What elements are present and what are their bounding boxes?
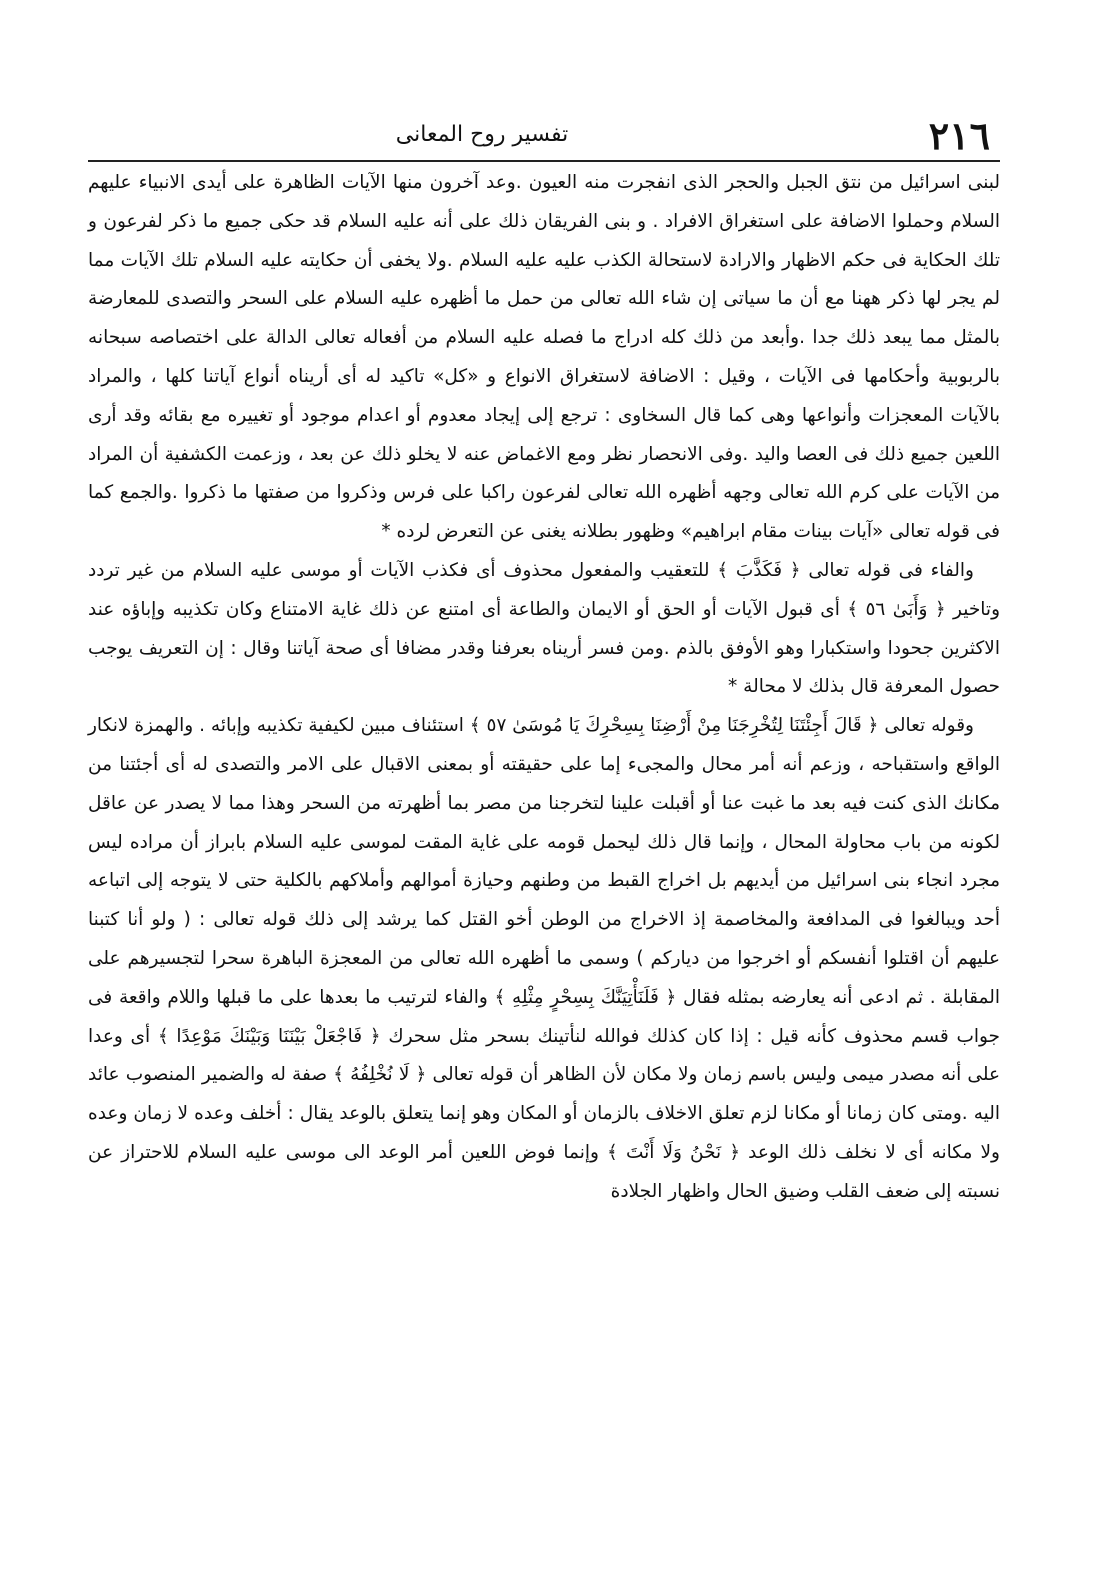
paragraph-2: والفاء فى قوله تعالى ﴿ فَكَذَّبَ ﴾ للتعقيب والمفعول محذوف أى فكذب الآيات أو موسى عليه السلام من غير تردد وتاخير ﴿ وَأَبَىٰ ٥٦ ﴾ أى قبول الآيات أو الحق أو الايمان والطاعة أى امتنع عن ذلك غاية الامتناع وكان تكذيبه وإباؤه عند الاكثرين جحودا واستكبارا وهو الأوفق بالذم .ومن فسر أريناه بعرفنا وقدر مضافا أى صحة آياتنا وقال : إن التعريف يوجب حصول المعرفة قال بذلك لا محالة * xyxy=(88,559,1000,698)
running-title: تفسير روح المعانى xyxy=(395,122,569,147)
paragraph-1: لبنى اسرائيل من نتق الجبل والحجر الذى انفجرت منه العيون .وعد آخرون منها الآيات الظاهرة على أيدى الانبياء عليهم السلام وحملوا الاضافة على استغراق الافراد . و بنى الفريقان ذلك على أنه عليه السلام قد حكى جميع ما ذكر لفرعون و تلك الحكاية فى حكم الاظهار والارادة لاستحالة الكذب عليه عليه السلام .ولا يخفى أن حكايته عليه السلام تلك الآيات مما لم يجر لها ذكر ههنا مع أن ما سياتى إن شاء الله تعالى من حمل ما أظهره عليه السلام على السحر والتصدى للمعارضة بالمثل مما يبعد ذلك جدا .وأبعد من ذلك كله ادراج ما فصله عليه السلام من أفعاله تعالى الدالة على اختصاصه سبحانه بالربوبية وأحكامها فى الآيات ، وقيل : الاضافة لاستغراق الانواع و «كل» تاكيد له أى أريناه أنواع آياتنا كلها ، والمراد بالآيات المعجزات وأنواعها وهى كما قال السخاوى : ترجع إلى إيجاد معدوم أو اعدام موجود أو تغييره مع بقائه وقد أرى اللعين جميع ذلك فى العصا واليد .وفى الانحصار نظر ومع الاغماض عنه لا يخلو ذلك عن بعد ، وزعمت الكشفية أن المراد من الآيات على كرم الله تعالى وجهه أظهره الله تعالى لفرعون راكبا على فرس وذكروا من صفتها ما ذكروا .والجمع كما فى قوله تعالى «آيات بينات مقام ابراهيم» وظهور بطلانه يغنى عن التعرض لرده * xyxy=(88,172,1000,543)
page-number: ٢١٦ xyxy=(928,113,990,158)
paragraph-3: وقوله تعالى ﴿ قَالَ أَجِئْتَنَا لِتُخْرِجَنَا مِنْ أَرْضِنَا بِسِحْرِكَ يَا مُوسَىٰ ٥٧ ﴾ استئناف مبين لكيفية تكذيبه وإبائه . والهمزة لانكار الواقع واستقباحه ، وزعم أنه أمر محال والمجىء إما على حقيقته أو بمعنى الاقبال على الامر والتصدى له أى أجئتنا من مكانك الذى كنت فيه بعد ما غبت عنا أو أقبلت علينا لتخرجنا من مصر بما أظهرته من السحر وهذا مما لا يصدر عن عاقل لكونه من باب محاولة المحال ، وإنما قال ذلك ليحمل قومه على غاية المقت لموسى عليه السلام بابراز أن مراده ليس مجرد انجاء بنى اسرائيل من أيديهم بل اخراج القبط من وطنهم وحيازة أموالهم وأملاكهم بالكلية حتى لا يتوجه إلى اتباعه أحد ويبالغوا فى المدافعة والمخاصمة إذ الاخراج من الوطن أخو القتل كما يرشد إلى ذلك قوله تعالى : ( ولو أنا كتبنا عليهم أن اقتلوا أنفسكم أو اخرجوا من دياركم ) وسمى ما أظهره الله تعالى من المعجزة الباهرة سحرا لتجسيرهم على المقابلة . ثم ادعى أنه يعارضه بمثله فقال ﴿ فَلَنَأْتِيَنَّكَ بِسِحْرٍ مِثْلِهِ ﴾ والفاء لترتيب ما بعدها على ما قبلها واللام واقعة فى جواب قسم محذوف كأنه قيل : إذا كان كذلك فوالله لنأتينك بسحر مثل سحرك ﴿ فَاجْعَلْ بَيْنَنَا وَبَيْنَكَ مَوْعِدًا ﴾ أى وعدا على أنه مصدر ميمى وليس باسم زمان ولا مكان لأن الظاهر أن قوله تعالى ﴿ لَا نُخْلِفُهُ ﴾ صفة له والضمير المنصوب عائد اليه .ومتى كان زمانا أو مكانا لزم تعلق الاخلاف بالزمان أو المكان وهو إنما يتعلق بالوعد يقال : أخلف وعده لا زمان وعده ولا مكانه أى لا نخلف ذلك الوعد ﴿ نَحْنُ وَلَا أَنْتَ ﴾ وإنما فوض اللعين أمر الوعد الى موسى عليه السلام للاحتراز عن نسبته إلى ضعف القلب وضيق الحال واظهار الجلادة xyxy=(88,715,1000,1202)
page-body xyxy=(88,164,1000,1212)
header-divider xyxy=(88,160,1000,162)
